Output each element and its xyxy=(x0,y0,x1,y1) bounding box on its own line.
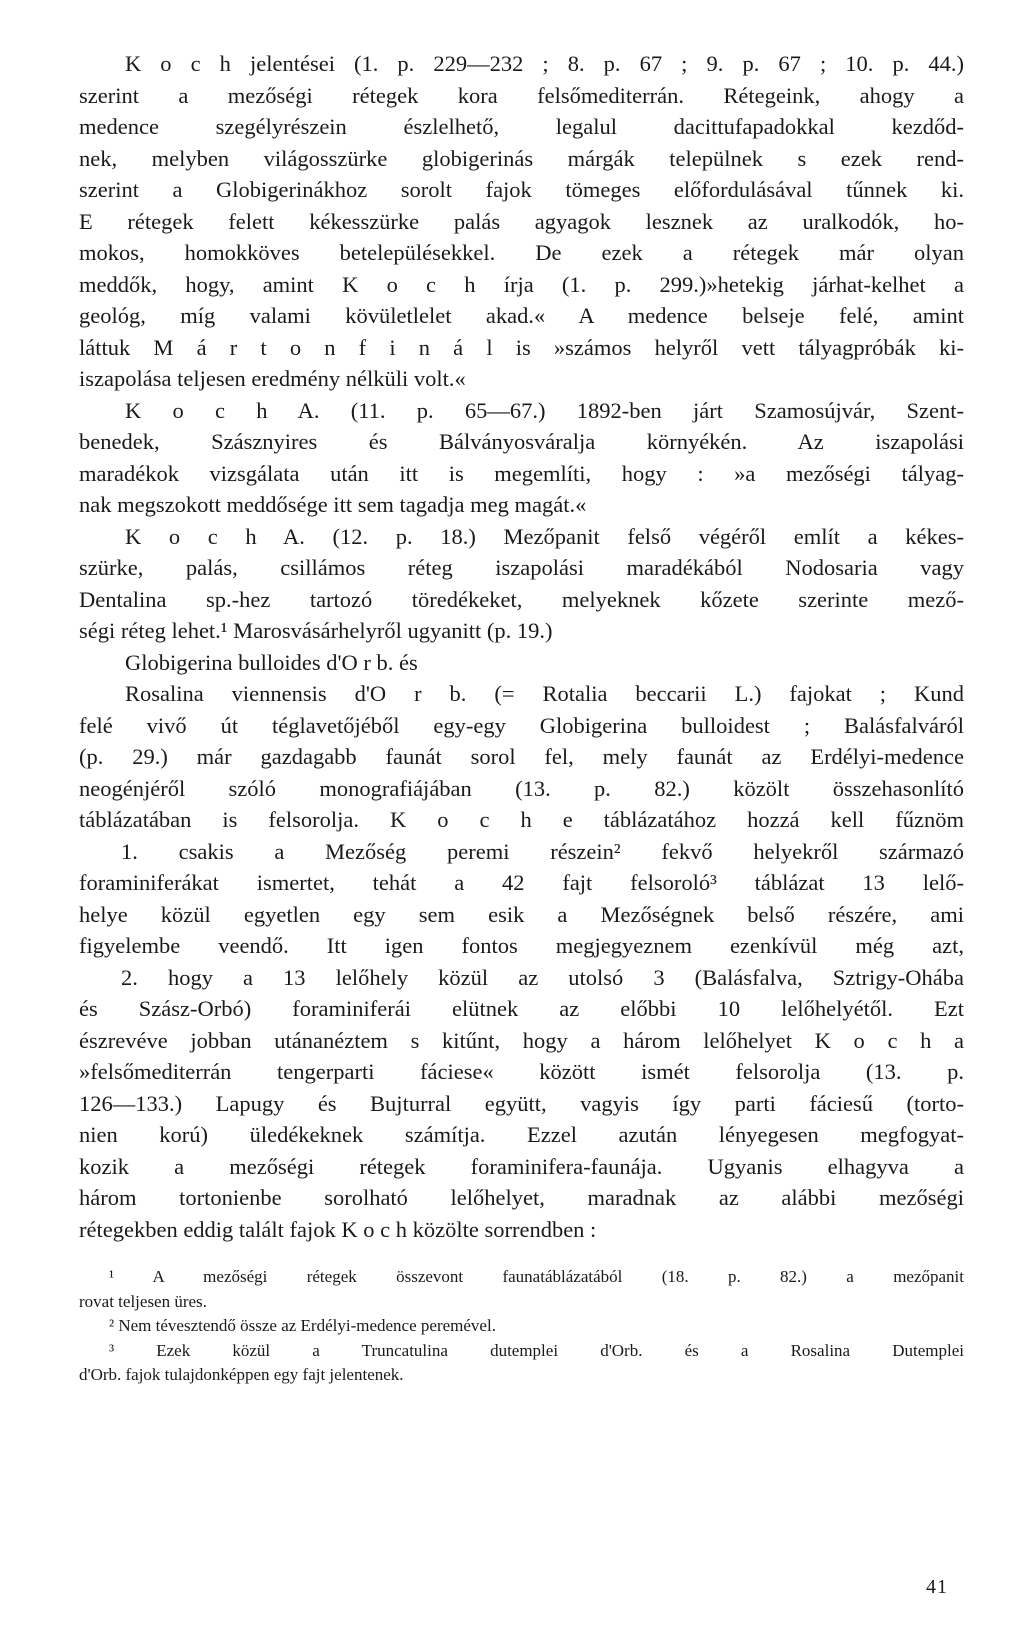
text-line: Dentalina sp.-hez tartozó töredékeket, melyeknek kőzete szerinte mező- xyxy=(79,586,964,612)
text-line: nek, melyben világosszürke globigerinás márgák települnek s ezek rend- xyxy=(79,145,964,171)
text-line: helye közül egyetlen egy sem esik a Mezőségnek belső részére, ami xyxy=(79,901,964,927)
text-line: felé vivő út téglavetőjéből egy-egy Globigerina bulloidest ; Balásfalváról xyxy=(79,712,964,738)
text-line: ségi réteg lehet.¹ Marosvásárhelyről ugyanitt (p. 19.) xyxy=(79,618,553,643)
text-line: maradékok vizsgálata után itt is megemlíti, hogy : »a mezőségi tályag- xyxy=(79,460,964,486)
text-line: K o c h A. (12. p. 18.) Mezőpanit felső végéről említ a kékes- xyxy=(125,523,964,549)
text-line: három tortonienbe sorolható lelőhelyet, maradnak az alábbi mezőségi xyxy=(79,1185,964,1210)
text-line: 2. hogy a 13 lelőhely közül az utolsó 3 (Balásfalva, Sztrigy-Ohába xyxy=(121,964,964,990)
text-line: (p. 29.) már gazdagabb faunát sorol fel, mely faunát az Erdélyi-medence xyxy=(79,744,964,769)
text-line: láttuk M á r t o n f i n á l is »számos helyről vett tályagpróbák ki- xyxy=(79,334,964,360)
text-line: Rosalina viennensis d'O r b. (= Rotalia beccarii L.) fajokat ; Kund xyxy=(125,681,964,706)
footnote-line: ³ Ezek közül a Truncatulina dutemplei d'Orb. és a Rosalina Dutemplei xyxy=(109,1340,964,1360)
text-line: és Szász-Orbó) foraminiferái elütnek az előbbi 10 lelőhelyétől. Ezt xyxy=(79,996,964,1021)
page-number: 41 xyxy=(926,1576,948,1598)
text-line: Globigerina bulloides d'O r b. és xyxy=(125,649,418,675)
text-line: foraminiferákat ismertet, tehát a 42 fajt felsoroló³ táblázat 13 lelő- xyxy=(79,870,964,895)
text-line: szerint a mezőségi rétegek kora felsőmediterrán. Rétegeink, ahogy a xyxy=(79,82,964,108)
text-line: medence szegélyrészein észlelhető, legalul dacittufapadokkal kezdőd- xyxy=(79,114,964,139)
footnotes xyxy=(79,1265,964,1388)
text-line: neogénjéről szóló monografiájában (13. p. 82.) közölt összehasonlító xyxy=(79,775,964,801)
text-line: 1. csakis a Mezőség peremi részein² fekvő helyekről származó xyxy=(121,838,964,864)
text-line: szerint a Globigerinákhoz sorolt fajok tömeges előfordulásával tűnnek ki. xyxy=(79,177,964,202)
text-line: K o c h jelentései (1. p. 229—232 ; 8. p. 67 ; 9. p. 67 ; 10. p. 44.) xyxy=(125,51,964,76)
text-line: táblázatában is felsorolja. K o c h e táblázatához hozzá kell fűznöm xyxy=(79,807,964,832)
footnote-line: rovat teljesen üres. xyxy=(79,1291,207,1311)
text-line: E rétegek felett kékesszürke palás agyagok lesznek az uralkodók, ho- xyxy=(79,208,964,234)
text-line: 126—133.) Lapugy és Bujturral együtt, vagyis így parti fáciesű (torto- xyxy=(79,1090,964,1116)
text-line: benedek, Szásznyires és Bálványosváralja környékén. Az iszapolási xyxy=(79,429,964,454)
text-line: geológ, míg valami kövületlelet akad.« A medence belseje felé, amint xyxy=(79,303,964,328)
text-line: nak megszokott meddősége itt sem tagadja meg magát.« xyxy=(79,492,587,517)
text-line: figyelembe veendő. Itt igen fontos megjegyeznem ezenkívül még azt, xyxy=(79,933,964,958)
footnote-line: ¹ A mezőségi rétegek összevont faunatáblázatából (18. p. 82.) a mezőpanit xyxy=(109,1267,964,1286)
text-line: iszapolása teljesen eredmény nélküli volt.« xyxy=(79,366,466,391)
text-line: észrevéve jobban utánanéztem s kitűnt, hogy a három lelőhelyet K o c h a xyxy=(79,1027,964,1053)
text-line: »felsőmediterrán tengerparti fáciese« között ismét felsorolja (13. p. xyxy=(79,1059,964,1084)
text-line: K o c h A. (11. p. 65—67.) 1892-ben járt Szamosújvár, Szent- xyxy=(125,397,964,423)
text-line: meddők, hogy, amint K o c h írja (1. p. 299.)»hetekig járhat-kelhet a xyxy=(79,271,964,297)
text-line: nien korú) üledékeknek számítja. Ezzel azután lényegesen megfogyat- xyxy=(79,1122,964,1147)
text-line: mokos, homokköves betelepülésekkel. De ezek a rétegek már olyan xyxy=(79,240,964,265)
footnote-line: d'Orb. fajok tulajdonképpen egy fajt jelentenek. xyxy=(79,1365,404,1384)
page-body xyxy=(79,48,964,1388)
text-line: kozik a mezőségi rétegek foraminifera-faunája. Ugyanis elhagyva a xyxy=(79,1153,964,1179)
text-line: rétegekben eddig talált fajok K o c h közölte sorrendben : xyxy=(79,1216,597,1242)
text-line: szürke, palás, csillámos réteg iszapolási maradékából Nodosaria vagy xyxy=(79,555,964,580)
footnote-line: ² Nem tévesztendő össze az Erdélyi-medence peremével. xyxy=(109,1316,496,1335)
